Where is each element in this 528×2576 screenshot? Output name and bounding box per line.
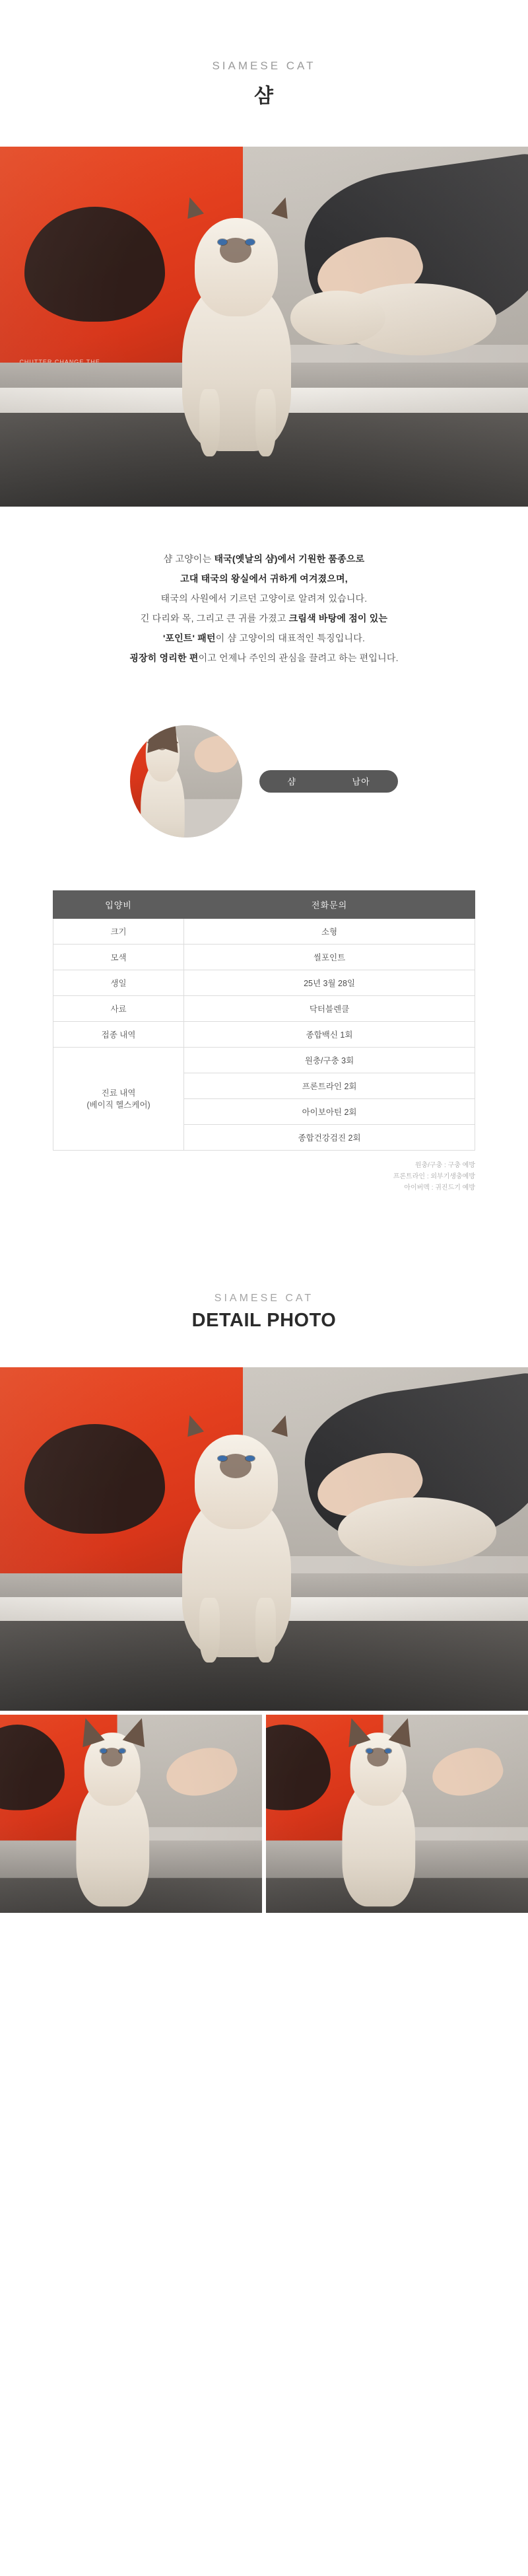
footnote-line-1: 원충/구충 : 구충 예방	[414, 1161, 475, 1169]
detail-kitten-eye-left	[218, 1456, 227, 1462]
row-label-size: 크기	[53, 918, 184, 944]
detail-photo-thumb-1-image	[0, 1715, 262, 1913]
kitten-head	[195, 218, 279, 316]
row-value-care-4: 종합건강검진 2회	[184, 1124, 475, 1150]
row-value-size: 소형	[184, 918, 475, 944]
kitten-ear-right	[271, 195, 294, 219]
footnote-line-2: 프론트라인 : 외부기생충예방	[393, 1172, 475, 1180]
description-line-6-b: 이고 언제나 주인의 관심을 끌려고 하는 편입니다.	[198, 653, 399, 664]
description-block	[0, 549, 528, 668]
footnote-line-3: 아이버멕 : 귀진드기 예방	[404, 1184, 475, 1192]
thumb2-kitten-eye-left	[366, 1748, 372, 1753]
description-line-2	[0, 569, 528, 589]
spec-table-head	[53, 890, 475, 918]
header-adoption-fee: 입양비	[53, 890, 184, 918]
table-row	[53, 944, 475, 970]
description-line-3: 태국의 사원에서 기르던 고양이로 알려져 있습니다.	[160, 593, 368, 604]
header-phone-inquiry: 전화문의	[184, 890, 475, 918]
detail-kitten-leg-right	[255, 1598, 276, 1662]
avatar-image	[130, 725, 242, 838]
avatar	[130, 725, 242, 838]
care-label-line-2: (베이직 헬스케어)	[86, 1100, 150, 1110]
kitten-leg-left	[199, 389, 220, 456]
detail-photo-large	[0, 1367, 528, 1711]
table-row	[53, 995, 475, 1021]
table-row	[53, 1021, 475, 1047]
description-line-4	[0, 608, 528, 628]
description-line-1-b: 태국(옛날의 샴)에서 기원한 품종으로	[214, 554, 365, 564]
detail-kitten-leg-left	[199, 1598, 220, 1662]
spec-table	[53, 890, 475, 1151]
description-line-1-a: 샴 고양이는	[163, 554, 214, 564]
detail-photo-row	[0, 1715, 528, 1913]
footnote-block	[53, 1160, 475, 1194]
detail-photo-header	[0, 1293, 528, 1332]
hero-photo	[0, 147, 528, 507]
description-line-5-a: '포인트' 패턴	[162, 633, 216, 644]
description-line-4-a: 긴 다리와 목, 그리고 큰 귀를 가졌고	[140, 613, 289, 624]
detail-photo-thumb-2-image	[266, 1715, 528, 1913]
row-label-birthday: 생일	[53, 970, 184, 995]
kitten-ear-left	[182, 195, 204, 219]
table-row	[53, 1047, 475, 1073]
description-line-4-b: 크림색 바탕에 점이 있는	[288, 613, 388, 624]
gender-label: 남아	[352, 777, 370, 787]
row-value-care-1: 원충/구충 3회	[184, 1047, 475, 1073]
table-row	[53, 918, 475, 944]
detail-eyebrow: SIAMESE CAT	[214, 1292, 314, 1304]
row-value-vaccine: 종합백신 1회	[184, 1021, 475, 1047]
care-label-line-1: 진료 내역	[101, 1089, 136, 1098]
avatar-kitten	[137, 725, 189, 838]
detail-kitten-eye-right	[246, 1456, 255, 1462]
name-badge	[259, 770, 398, 793]
detail-cushion	[338, 1497, 496, 1566]
kitten-eye-right	[246, 239, 255, 245]
thumb2-kitten-eye-right	[385, 1748, 391, 1753]
profile-block	[0, 725, 528, 838]
detail-kitten-ear-right	[271, 1413, 294, 1437]
cushion-center	[290, 291, 385, 345]
description-line-5	[0, 628, 528, 648]
spec-table-wrapper	[53, 890, 475, 1151]
row-label-care	[53, 1047, 184, 1150]
spec-table-body	[53, 918, 475, 1150]
kitten-leg-right	[255, 389, 276, 456]
page-title: 샴	[254, 85, 274, 107]
kitten	[174, 197, 301, 456]
detail-kitten-ear-left	[182, 1413, 204, 1437]
hero-photo-image	[0, 147, 528, 507]
row-value-birthday: 25년 3월 28일	[184, 970, 475, 995]
thumb1-kitten-eye-left	[100, 1748, 106, 1753]
detail-kitten	[174, 1415, 301, 1662]
row-value-food: 닥터블렌클	[184, 995, 475, 1021]
description-line-6	[0, 648, 528, 668]
row-label-color: 모색	[53, 944, 184, 970]
detail-title: DETAIL PHOTO	[191, 1309, 337, 1331]
detail-photo-thumb-1	[0, 1715, 262, 1913]
description-line-1	[0, 549, 528, 569]
row-value-care-3: 아이보아틴 2회	[184, 1098, 475, 1124]
detail-kitten-head	[195, 1435, 279, 1528]
description-line-6-a: 굉장히 영리한 편	[129, 653, 199, 664]
row-label-vaccine: 접종 내역	[53, 1021, 184, 1047]
page-eyebrow: SIAMESE CAT	[212, 59, 316, 72]
detail-photo-large-image	[0, 1367, 528, 1711]
row-value-color: 씰포인트	[184, 944, 475, 970]
row-value-care-2: 프론트라인 2회	[184, 1073, 475, 1098]
detail-photo-thumb-2	[266, 1715, 528, 1913]
breed-label: 샴	[287, 777, 296, 787]
table-header-row	[53, 890, 475, 918]
thumb2-kitten	[337, 1717, 422, 1910]
row-label-food: 사료	[53, 995, 184, 1021]
thumb1-kitten-eye-right	[119, 1748, 125, 1753]
description-line-5-b: 이 샴 고양이의 대표적인 특징입니다.	[215, 633, 366, 644]
description-line-2-text: 고대 태국의 왕실에서 귀하게 여겨졌으며,	[180, 573, 348, 585]
thumb1-kitten	[71, 1717, 156, 1910]
table-row	[53, 970, 475, 995]
page-header	[0, 0, 528, 108]
